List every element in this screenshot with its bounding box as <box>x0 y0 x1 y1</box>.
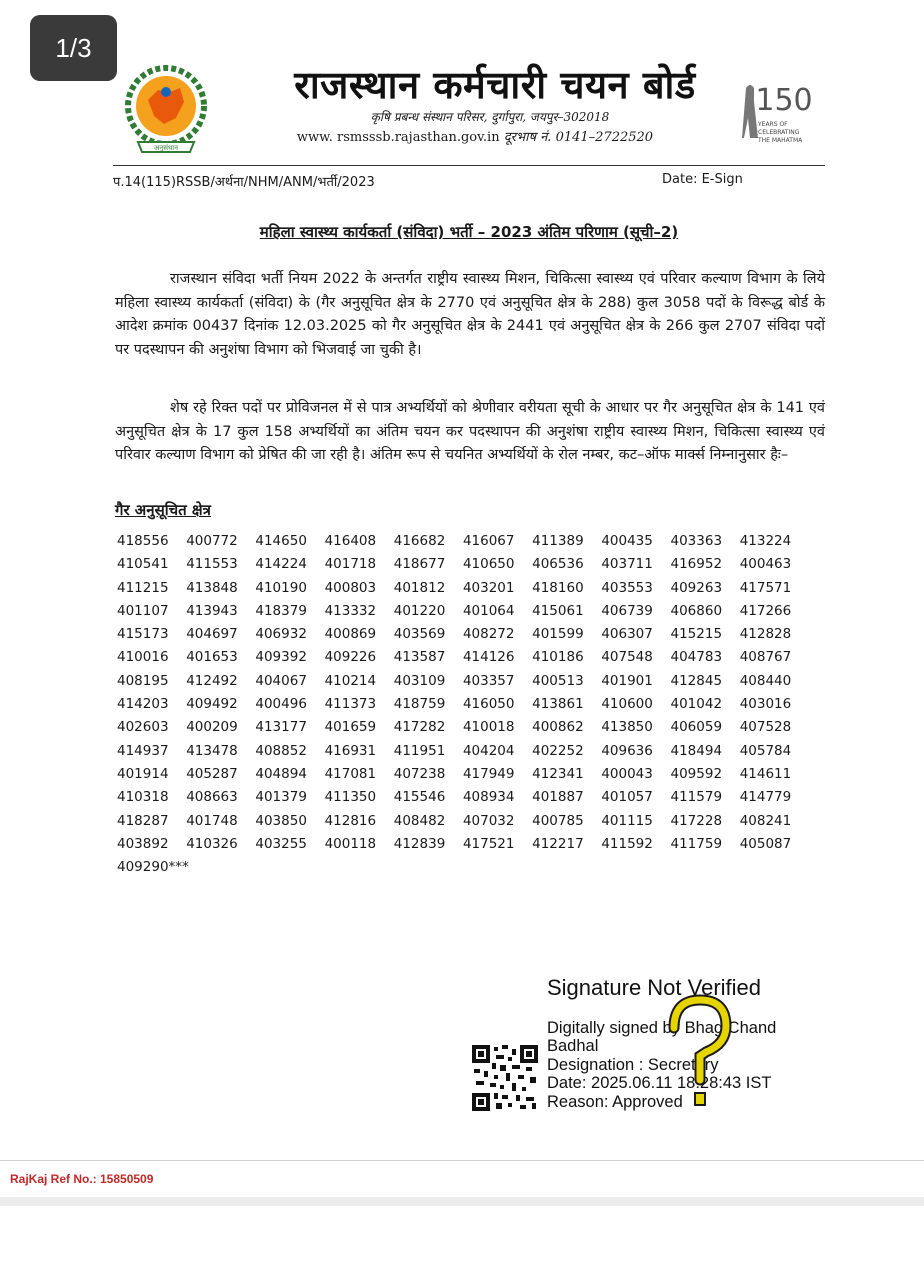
sign-date-line: Date: 2025.06.11 18:28:43 IST <box>547 1074 772 1093</box>
logo-150-number: 150 <box>755 83 813 118</box>
roll-number: 410018 <box>462 719 515 736</box>
roll-number: 401914 <box>117 765 169 782</box>
phone-label: दूरभाष नं. <box>503 130 552 145</box>
section-heading: गैर अनुसूचित क्षेत्र <box>115 501 211 519</box>
roll-row <box>117 673 837 696</box>
roll-number: 408272 <box>462 626 515 643</box>
roll-number: 406932 <box>255 626 307 643</box>
roll-number: 404783 <box>670 649 723 666</box>
roll-number: 410186 <box>532 649 584 666</box>
emblem-caption: अनुसंधान <box>154 144 178 152</box>
roll-number: 417228 <box>670 812 723 829</box>
logo-caption-3: THE MAHATMA <box>758 137 803 144</box>
viewer-bottom-band <box>0 1197 924 1206</box>
rajkaj-reference: RajKaj Ref No.: 15850509 <box>10 1172 154 1186</box>
roll-number: 411592 <box>601 835 653 852</box>
roll-number: 409592 <box>670 765 723 782</box>
roll-row <box>117 859 837 882</box>
roll-number: 410016 <box>117 649 169 666</box>
roll-number: 403201 <box>462 579 515 596</box>
roll-number: 406059 <box>670 719 723 736</box>
roll-number: 407548 <box>601 649 653 666</box>
roll-number: 402252 <box>532 742 584 759</box>
roll-number: 416682 <box>393 533 446 549</box>
roll-number: 417282 <box>393 719 446 736</box>
roll-number: 403016 <box>739 696 792 713</box>
roll-number: 408852 <box>255 742 307 759</box>
roll-number: 413332 <box>324 602 377 619</box>
roll-number: 400772 <box>186 533 238 549</box>
roll-number-last: 409290*** <box>117 859 189 876</box>
roll-row <box>117 696 837 719</box>
roll-number-grid <box>117 533 837 882</box>
roll-number: 417571 <box>739 579 792 596</box>
roll-number: 403850 <box>255 812 307 829</box>
roll-number: 400513 <box>532 672 584 689</box>
roll-number: 414650 <box>255 533 307 549</box>
roll-row <box>117 603 837 626</box>
roll-number: 400118 <box>324 835 377 852</box>
roll-number: 408195 <box>117 672 169 689</box>
roll-number: 413943 <box>186 602 238 619</box>
roll-number: 413587 <box>393 649 446 666</box>
document-title: महिला स्वास्थ्य कार्यकर्ता (संविदा) भर्ती – 2023 अंतिम परिणाम (सूची–2) <box>259 223 679 241</box>
paragraph-2: शेष रहे रिक्त पदों पर प्रोविजनल में से पात्र अभ्यर्थियों को श्रेणीवार वरीयता सूची के आधार पर गैर अनुसूचित क्षेत्र के 141 एवं अनुसूचित क्षेत्र के 17 कुल 158 अभ्यर्थियों का अंतिम चयन कर पदस्थापन की अनुशंषा राष्ट्रीय स्वास्थ्य मिशन, चिकित्सा स्वास्थ्य एवं परिवार कल्याण विभाग को प्रेषित की जा रही है। अंतिम रूप से चयनित अभ्यर्थियों के रोल नम्बर, कट–ऑफ मार्क्स निम्नानुसार हैः– <box>115 400 825 463</box>
roll-number: 408482 <box>393 812 446 829</box>
roll-number: 415215 <box>670 626 723 643</box>
roll-number: 418494 <box>670 742 723 759</box>
roll-number: 417521 <box>462 835 515 852</box>
phone-number: 0141–2722520 <box>555 130 654 145</box>
roll-number: 411759 <box>670 835 723 852</box>
roll-number: 410326 <box>186 835 238 852</box>
roll-number: 403109 <box>393 672 446 689</box>
roll-number: 414611 <box>739 765 792 782</box>
roll-number: 412816 <box>324 812 377 829</box>
roll-number: 404697 <box>186 626 238 643</box>
roll-number: 414203 <box>117 696 169 713</box>
roll-number: 409392 <box>255 649 307 666</box>
roll-number: 401057 <box>601 789 653 806</box>
roll-number: 411951 <box>393 742 446 759</box>
roll-number: 400209 <box>186 719 238 736</box>
roll-number: 415173 <box>117 626 169 643</box>
roll-number: 400496 <box>255 696 307 713</box>
roll-number: 401901 <box>601 672 653 689</box>
footer-divider <box>0 1160 924 1161</box>
roll-number: 406536 <box>532 556 584 573</box>
roll-row <box>117 789 837 812</box>
roll-number: 417081 <box>324 765 377 782</box>
roll-number: 416931 <box>324 742 377 759</box>
website-text: www. rsmsssb.rajasthan.gov.in <box>296 130 500 145</box>
roll-number: 403569 <box>393 626 446 643</box>
roll-number: 409492 <box>186 696 238 713</box>
roll-number: 408767 <box>739 649 792 666</box>
roll-number: 409636 <box>601 742 653 759</box>
unverified-question-icon <box>660 990 740 1120</box>
roll-number: 401659 <box>324 719 377 736</box>
roll-number: 413177 <box>255 719 307 736</box>
roll-number: 407528 <box>739 719 792 736</box>
roll-number: 416067 <box>462 533 515 549</box>
roll-row <box>117 836 837 859</box>
paragraph-1: राजस्थान संविदा भर्ती नियम 2022 के अन्तर्गत राष्ट्रीय स्वास्थ्य मिशन, चिकित्सा स्वास्थ्य एवं परिवार कल्याण विभाग के लिये महिला स्वास्थ्य कार्यकर्ता (संविदा) के (गैर अनुसूचित क्षेत्र के 2770 एवं अनुसूचित क्षेत्र के 288) कुल 3058 पदों के विरूद्ध बोर्ड के आदेश क्रमांक 00437 दिनांक 12.03.2025 को गैर अनुसूचित क्षेत्र के 2441 एवं अनुसूचित क्षेत्र के 266 कुल 2707 संविदा पदों पर पदस्थापन की अनुशंषा विभाग को भिजवाई जा चुकी है। <box>115 271 825 358</box>
roll-number: 405087 <box>739 835 792 852</box>
roll-number: 411579 <box>670 789 723 806</box>
roll-number: 414224 <box>255 556 307 573</box>
designation-line: Designation : Secretary <box>547 1055 719 1074</box>
roll-number: 412492 <box>186 672 238 689</box>
roll-number: 406307 <box>601 626 653 643</box>
roll-number: 410541 <box>117 556 169 573</box>
roll-number: 417949 <box>462 765 515 782</box>
roll-number: 403363 <box>670 533 723 549</box>
roll-number: 400463 <box>739 556 792 573</box>
roll-number: 407032 <box>462 812 515 829</box>
roll-number: 406860 <box>670 602 723 619</box>
signed-by-line: Digitally signed by Bhag Chand <box>547 1019 777 1037</box>
roll-number: 400785 <box>532 812 584 829</box>
roll-number: 401812 <box>393 579 446 596</box>
roll-number: 411553 <box>186 556 238 573</box>
roll-number: 402603 <box>117 719 169 736</box>
roll-number: 414126 <box>462 649 515 666</box>
roll-number: 401107 <box>117 602 169 619</box>
roll-number: 411350 <box>324 789 377 806</box>
signature-status: Signature Not Verified <box>547 975 762 1000</box>
roll-number: 400043 <box>601 765 653 782</box>
signed-by-line-2: Badhal <box>547 1037 599 1056</box>
roll-number: 415061 <box>532 602 584 619</box>
roll-number: 418379 <box>255 602 307 619</box>
roll-number: 410318 <box>117 789 169 806</box>
logo-caption-1: YEARS OF <box>758 121 788 128</box>
organization-contact <box>255 127 695 145</box>
roll-number: 403553 <box>601 579 653 596</box>
roll-number: 401220 <box>393 602 446 619</box>
roll-number: 401599 <box>532 626 584 643</box>
roll-number: 412845 <box>670 672 723 689</box>
roll-number: 406739 <box>601 602 653 619</box>
roll-number: 410650 <box>462 556 515 573</box>
roll-number: 412341 <box>532 765 584 782</box>
page-counter-badge: 1/3 <box>30 15 117 81</box>
roll-number: 401064 <box>462 602 515 619</box>
roll-row <box>117 719 837 742</box>
roll-number: 401887 <box>532 789 584 806</box>
roll-number: 412828 <box>739 626 792 643</box>
roll-number: 413478 <box>186 742 238 759</box>
roll-number: 405287 <box>186 765 238 782</box>
roll-number: 414779 <box>739 789 792 806</box>
reference-number: प.14(115)RSSB/अर्थना/NHM/ANM/भर्ती/2023 <box>113 175 375 190</box>
roll-row <box>117 813 837 836</box>
roll-number: 412839 <box>393 835 446 852</box>
roll-number: 400862 <box>532 719 584 736</box>
roll-number: 403892 <box>117 835 169 852</box>
organization-address: कृषि प्रबन्ध संस्थान परिसर, दुर्गापुरा, जयपुर–302018 <box>370 110 610 124</box>
roll-number: 401115 <box>601 812 653 829</box>
roll-number: 418759 <box>393 696 446 713</box>
roll-number: 401379 <box>255 789 307 806</box>
logo-caption-2: CELEBRATING <box>758 129 800 136</box>
roll-number: 416050 <box>462 696 515 713</box>
roll-number: 400803 <box>324 579 377 596</box>
roll-number: 410214 <box>324 672 377 689</box>
roll-number: 413848 <box>186 579 238 596</box>
header-divider <box>113 165 825 166</box>
roll-number: 401653 <box>186 649 238 666</box>
roll-number: 413224 <box>739 533 792 549</box>
roll-number: 404204 <box>462 742 515 759</box>
roll-row <box>117 626 837 649</box>
roll-number: 403357 <box>462 672 515 689</box>
roll-row <box>117 766 837 789</box>
reason-line: Reason: Approved <box>547 1092 683 1111</box>
roll-number: 411389 <box>532 533 584 549</box>
roll-number: 413861 <box>532 696 584 713</box>
roll-row <box>117 649 837 672</box>
roll-number: 403255 <box>255 835 307 852</box>
roll-number: 418160 <box>532 579 584 596</box>
roll-number: 408440 <box>739 672 792 689</box>
roll-number: 417266 <box>739 602 792 619</box>
roll-number: 403711 <box>601 556 653 573</box>
roll-number: 401718 <box>324 556 377 573</box>
roll-number: 409263 <box>670 579 723 596</box>
roll-row <box>117 533 837 556</box>
roll-number: 405784 <box>739 742 792 759</box>
roll-number: 416952 <box>670 556 723 573</box>
roll-number: 418677 <box>393 556 446 573</box>
roll-row <box>117 556 837 579</box>
roll-number: 408241 <box>739 812 792 829</box>
document-date: Date: E-Sign <box>662 172 743 187</box>
roll-number: 411215 <box>117 579 169 596</box>
rssb-emblem-logo <box>118 62 214 158</box>
roll-row <box>117 580 837 603</box>
roll-number: 400435 <box>601 533 653 549</box>
roll-number: 410190 <box>255 579 307 596</box>
roll-number: 401748 <box>186 812 238 829</box>
roll-number: 410600 <box>601 696 653 713</box>
roll-number: 400869 <box>324 626 377 643</box>
roll-number: 404067 <box>255 672 307 689</box>
roll-number: 404894 <box>255 765 307 782</box>
roll-number: 408663 <box>186 789 238 806</box>
roll-number: 418556 <box>117 533 169 549</box>
qr-code-icon <box>472 1045 538 1111</box>
roll-number: 401042 <box>670 696 723 713</box>
roll-number: 409226 <box>324 649 377 666</box>
roll-number: 412217 <box>532 835 584 852</box>
roll-number: 413850 <box>601 719 653 736</box>
roll-number: 411373 <box>324 696 377 713</box>
roll-number: 415546 <box>393 789 446 806</box>
roll-number: 416408 <box>324 533 377 549</box>
roll-number: 414937 <box>117 742 169 759</box>
roll-number: 407238 <box>393 765 446 782</box>
roll-row <box>117 743 837 766</box>
roll-number: 408934 <box>462 789 515 806</box>
organization-name: राजस्थान कर्मचारी चयन बोर्ड <box>294 63 696 107</box>
roll-number: 418287 <box>117 812 169 829</box>
